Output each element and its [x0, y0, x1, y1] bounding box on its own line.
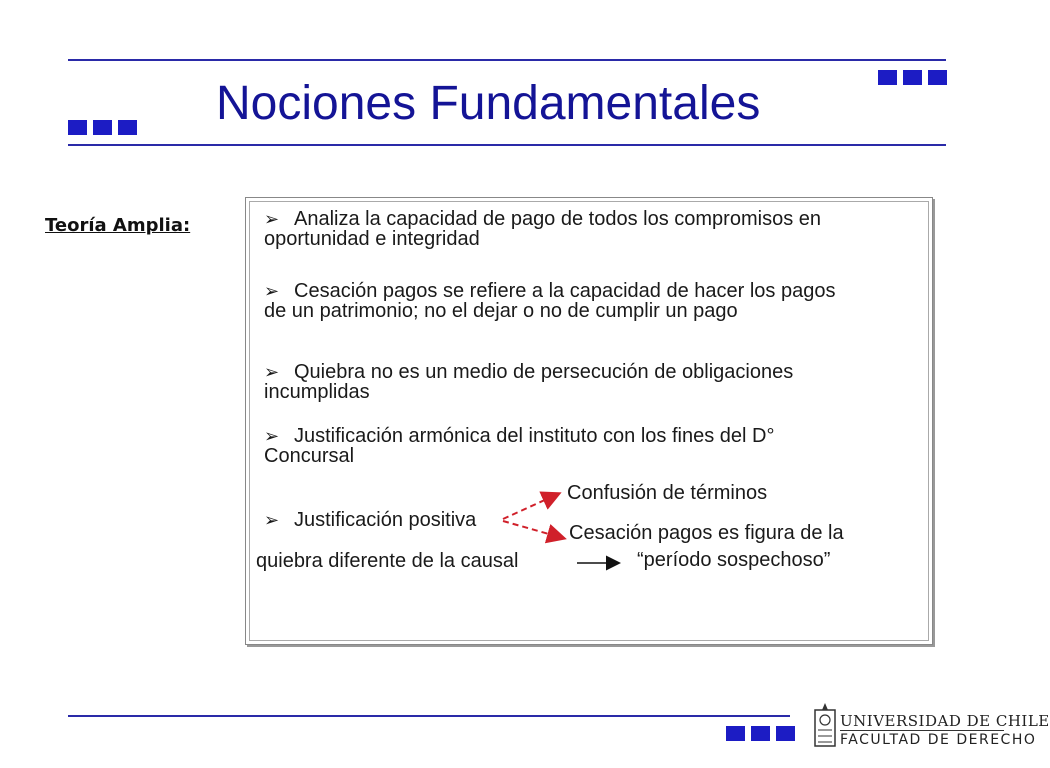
bullet-text: Quiebra no es un medio de persecución de obligaciones incumplidas	[264, 361, 794, 403]
branch-continuation-text: quiebra diferente de la causal	[256, 550, 519, 572]
bullet-text: Justificación armónica del instituto con los fines del D° Concursal	[264, 425, 775, 467]
bullet-text: Justificación positiva	[294, 509, 477, 531]
branch-bottom-text: Cesación pagos es figura de la	[569, 522, 844, 544]
square-decoration	[93, 120, 112, 135]
arrow-bullet-icon: ➢	[264, 510, 280, 530]
square-decoration	[878, 70, 897, 85]
arrow-bullet-icon: ➢	[264, 362, 280, 382]
square-decoration	[751, 726, 770, 741]
square-decoration	[928, 70, 947, 85]
bullet-item	[264, 362, 884, 402]
university-seal-icon	[813, 702, 837, 748]
page-title: Nociones Fundamentales	[216, 77, 761, 130]
faculty-name: FACULTAD DE DERECHO	[840, 732, 1037, 748]
title-underline	[68, 144, 946, 146]
bullet-item	[264, 426, 864, 466]
logo-divider	[840, 730, 1004, 731]
arrow-bullet-icon: ➢	[264, 209, 280, 229]
arrow-bullet-icon: ➢	[264, 281, 280, 301]
bottom-rule	[68, 715, 790, 717]
bullet-item	[264, 281, 854, 321]
square-decoration	[903, 70, 922, 85]
bullet-item	[264, 510, 524, 530]
branch-top-text: Confusión de términos	[567, 482, 768, 504]
section-label: Teoría Amplia:	[45, 215, 191, 236]
branch-result-text: “período sospechoso”	[637, 549, 831, 571]
square-decoration	[118, 120, 137, 135]
content-box-inner	[249, 201, 929, 641]
bullet-text: Cesación pagos se refiere a la capacidad de hacer los pagos de un patrimonio; no el dejar o no de cumplir un pago	[264, 280, 836, 322]
square-decoration	[776, 726, 795, 741]
square-decoration	[726, 726, 745, 741]
university-name: UNIVERSIDAD DE CHILE	[840, 712, 1050, 730]
square-decoration	[68, 120, 87, 135]
bullet-item	[264, 209, 904, 249]
top-rule	[68, 59, 946, 61]
arrow-bullet-icon: ➢	[264, 426, 280, 446]
bullet-text: Analiza la capacidad de pago de todos los compromisos en oportunidad e integridad	[264, 208, 821, 250]
